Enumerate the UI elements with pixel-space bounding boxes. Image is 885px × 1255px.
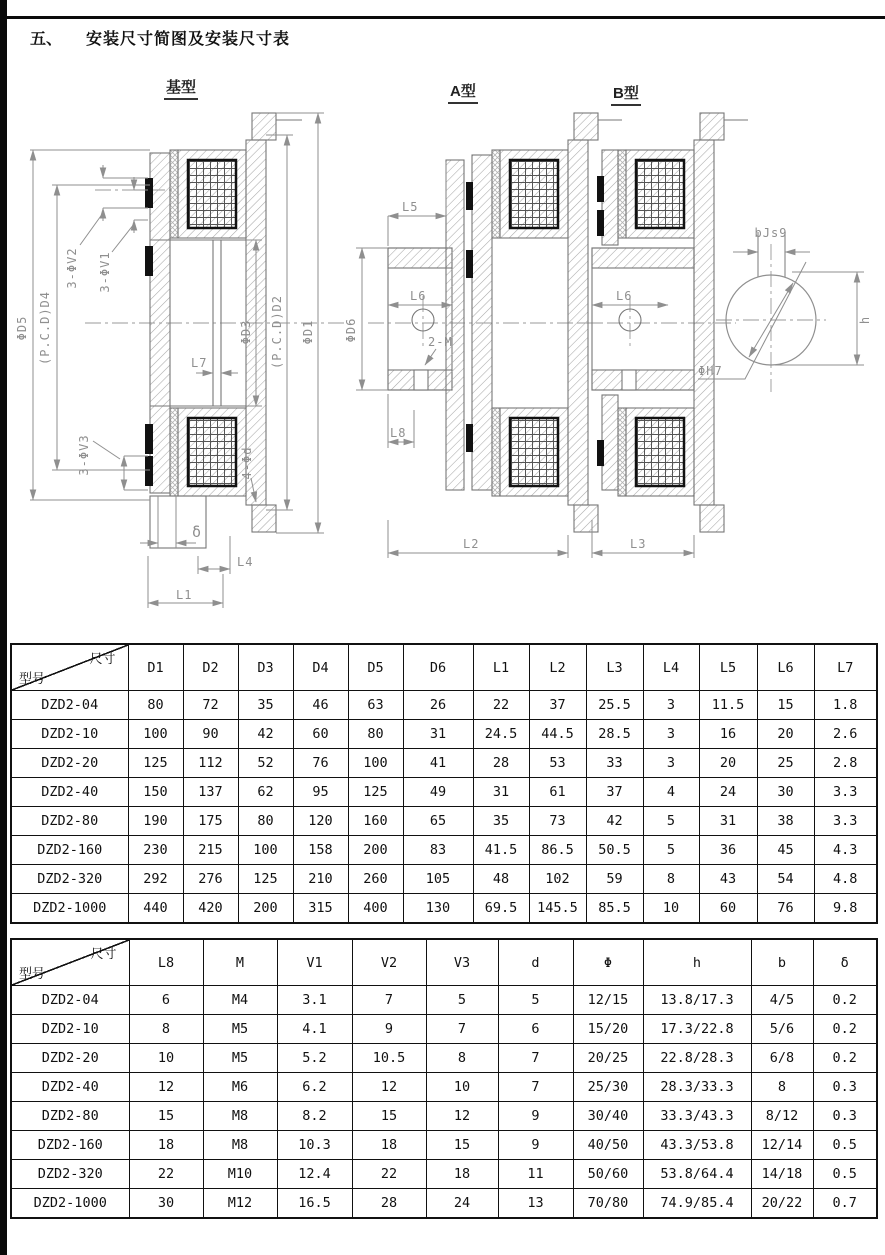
value-cell: 20: [699, 749, 757, 778]
column-header: D6: [403, 644, 473, 691]
value-cell: 16: [699, 720, 757, 749]
value-cell: 30/40: [573, 1102, 643, 1131]
value-cell: 24: [699, 778, 757, 807]
value-cell: 6/8: [751, 1044, 813, 1073]
value-cell: 0.3: [813, 1073, 877, 1102]
column-header: V2: [352, 939, 426, 986]
value-cell: M12: [203, 1189, 277, 1219]
value-cell: 15: [352, 1102, 426, 1131]
column-header: D5: [348, 644, 403, 691]
model-cell: DZD2-40: [11, 1073, 129, 1102]
value-cell: 50.5: [586, 836, 643, 865]
dim-label-l4: L4: [237, 555, 254, 569]
table-row: [11, 1102, 877, 1131]
column-header: D3: [238, 644, 293, 691]
value-cell: 48: [473, 865, 529, 894]
value-cell: 74.9/85.4: [643, 1189, 751, 1219]
value-cell: 10.3: [277, 1131, 352, 1160]
value-cell: 50/60: [573, 1160, 643, 1189]
value-cell: 52: [238, 749, 293, 778]
dim-label-a-l6: L6: [410, 289, 427, 303]
value-cell: 22: [352, 1160, 426, 1189]
value-cell: 5: [498, 986, 573, 1015]
value-cell: 15: [757, 691, 814, 720]
value-cell: 2.6: [814, 720, 877, 749]
dimensions-table-1: [10, 643, 878, 924]
value-cell: 33.3/43.3: [643, 1102, 751, 1131]
value-cell: 7: [498, 1044, 573, 1073]
value-cell: 9: [498, 1102, 573, 1131]
corner-header: [11, 644, 128, 691]
value-cell: 85.5: [586, 894, 643, 924]
value-cell: 22: [473, 691, 529, 720]
value-cell: 0.7: [813, 1189, 877, 1219]
dim-label-l7: L7: [191, 356, 208, 370]
value-cell: 175: [183, 807, 238, 836]
value-cell: 73: [529, 807, 586, 836]
value-cell: 45: [757, 836, 814, 865]
value-cell: 5: [643, 836, 699, 865]
corner-label-size: 尺寸: [89, 651, 116, 666]
value-cell: 10: [426, 1073, 498, 1102]
value-cell: 46: [293, 691, 348, 720]
value-cell: 0.5: [813, 1131, 877, 1160]
value-cell: 6: [129, 986, 203, 1015]
value-cell: 12: [129, 1073, 203, 1102]
value-cell: 276: [183, 865, 238, 894]
value-cell: 8: [426, 1044, 498, 1073]
value-cell: 100: [238, 836, 293, 865]
value-cell: 37: [586, 778, 643, 807]
column-header: d: [498, 939, 573, 986]
value-cell: 18: [426, 1160, 498, 1189]
value-cell: 17.3/22.8: [643, 1015, 751, 1044]
value-cell: 3: [643, 691, 699, 720]
value-cell: 86.5: [529, 836, 586, 865]
value-cell: 9: [352, 1015, 426, 1044]
value-cell: 125: [238, 865, 293, 894]
dim-label-l8: L8: [390, 426, 407, 440]
value-cell: 0.2: [813, 986, 877, 1015]
a-type-section: [388, 113, 622, 532]
table-row: [11, 720, 877, 749]
model-cell: DZD2-04: [11, 691, 128, 720]
drawing-title-base: 基型: [164, 76, 198, 100]
value-cell: 43: [699, 865, 757, 894]
value-cell: 22.8/28.3: [643, 1044, 751, 1073]
value-cell: 41: [403, 749, 473, 778]
value-cell: M8: [203, 1131, 277, 1160]
column-header: b: [751, 939, 813, 986]
value-cell: 0.2: [813, 1044, 877, 1073]
value-cell: 120: [293, 807, 348, 836]
value-cell: 31: [403, 720, 473, 749]
value-cell: 60: [699, 894, 757, 924]
dim-label-b-l6: L6: [616, 289, 633, 303]
model-cell: DZD2-80: [11, 807, 128, 836]
value-cell: 22: [129, 1160, 203, 1189]
value-cell: 40/50: [573, 1131, 643, 1160]
value-cell: 3.3: [814, 778, 877, 807]
value-cell: 25: [757, 749, 814, 778]
table-row: [11, 1131, 877, 1160]
value-cell: 8: [129, 1015, 203, 1044]
table-row: [11, 749, 877, 778]
corner-label-size: 尺寸: [90, 946, 117, 961]
value-cell: 10.5: [352, 1044, 426, 1073]
value-cell: 7: [426, 1015, 498, 1044]
column-header: L7: [814, 644, 877, 691]
column-header: L3: [586, 644, 643, 691]
value-cell: 6: [498, 1015, 573, 1044]
value-cell: 200: [348, 836, 403, 865]
value-cell: 41.5: [473, 836, 529, 865]
dim-label-l2: L2: [463, 537, 480, 551]
value-cell: 80: [128, 691, 183, 720]
b-type-section: [592, 113, 748, 532]
value-cell: 61: [529, 778, 586, 807]
value-cell: 83: [403, 836, 473, 865]
column-header: D1: [128, 644, 183, 691]
dim-label-v2: 3-ΦV2: [65, 247, 79, 289]
value-cell: 150: [128, 778, 183, 807]
value-cell: 0.2: [813, 1015, 877, 1044]
value-cell: 15: [426, 1131, 498, 1160]
value-cell: 315: [293, 894, 348, 924]
model-cell: DZD2-10: [11, 1015, 129, 1044]
value-cell: M8: [203, 1102, 277, 1131]
value-cell: 59: [586, 865, 643, 894]
table-row: [11, 986, 877, 1015]
value-cell: 95: [293, 778, 348, 807]
dim-label-v1: 3-ΦV1: [98, 251, 112, 293]
value-cell: 400: [348, 894, 403, 924]
table-row: [11, 1044, 877, 1073]
dim-label-l3: L3: [630, 537, 647, 551]
table-row: [11, 778, 877, 807]
value-cell: 4.1: [277, 1015, 352, 1044]
value-cell: 53: [529, 749, 586, 778]
dim-label-bjs9: bJs9: [754, 226, 788, 240]
value-cell: 18: [129, 1131, 203, 1160]
value-cell: 36: [699, 836, 757, 865]
value-cell: 76: [293, 749, 348, 778]
value-cell: 18: [352, 1131, 426, 1160]
page-title: 安装尺寸简图及安装尺寸表: [86, 31, 291, 48]
table-row: [11, 1189, 877, 1219]
value-cell: 145.5: [529, 894, 586, 924]
value-cell: 33: [586, 749, 643, 778]
value-cell: 6.2: [277, 1073, 352, 1102]
value-cell: 3: [643, 749, 699, 778]
value-cell: 44.5: [529, 720, 586, 749]
table-row: [11, 836, 877, 865]
value-cell: 3.1: [277, 986, 352, 1015]
dim-label-h: h: [858, 315, 872, 325]
model-cell: DZD2-1000: [11, 894, 128, 924]
value-cell: 4.3: [814, 836, 877, 865]
value-cell: 3.3: [814, 807, 877, 836]
dim-label-v3: 3-ΦV3: [77, 434, 91, 476]
value-cell: 230: [128, 836, 183, 865]
model-cell: DZD2-320: [11, 1160, 129, 1189]
value-cell: 160: [348, 807, 403, 836]
value-cell: 8: [643, 865, 699, 894]
corner-label-model: 型号: [19, 671, 46, 686]
section-number: 五、: [30, 31, 63, 48]
value-cell: 137: [183, 778, 238, 807]
value-cell: 26: [403, 691, 473, 720]
value-cell: 20/22: [751, 1189, 813, 1219]
value-cell: 72: [183, 691, 238, 720]
value-cell: 28: [352, 1189, 426, 1219]
model-cell: DZD2-80: [11, 1102, 129, 1131]
value-cell: 12/14: [751, 1131, 813, 1160]
column-header: Φ: [573, 939, 643, 986]
value-cell: 43.3/53.8: [643, 1131, 751, 1160]
value-cell: 7: [498, 1073, 573, 1102]
dimensions-table-2: [10, 938, 878, 1219]
value-cell: 25.5: [586, 691, 643, 720]
value-cell: 1.8: [814, 691, 877, 720]
value-cell: 10: [643, 894, 699, 924]
value-cell: 80: [348, 720, 403, 749]
column-header: L5: [699, 644, 757, 691]
value-cell: 5: [643, 807, 699, 836]
dim-label-d3: ΦD3: [239, 319, 253, 345]
value-cell: 24.5: [473, 720, 529, 749]
value-cell: 15: [129, 1102, 203, 1131]
table-row: [11, 807, 877, 836]
value-cell: 5.2: [277, 1044, 352, 1073]
value-cell: 28: [473, 749, 529, 778]
value-cell: 15/20: [573, 1015, 643, 1044]
dim-label-l5: L5: [402, 200, 419, 214]
value-cell: 76: [757, 894, 814, 924]
value-cell: 28.3/33.3: [643, 1073, 751, 1102]
value-cell: 12: [426, 1102, 498, 1131]
corner-header: [11, 939, 129, 986]
dim-label-d4: (P.C.D)D4: [38, 290, 52, 366]
value-cell: 11: [498, 1160, 573, 1189]
value-cell: M5: [203, 1015, 277, 1044]
dim-label-4d: 4-Φd: [240, 446, 254, 480]
value-cell: 35: [473, 807, 529, 836]
value-cell: 215: [183, 836, 238, 865]
value-cell: 158: [293, 836, 348, 865]
dim-label-d5: ΦD5: [15, 315, 29, 341]
model-cell: DZD2-160: [11, 836, 128, 865]
column-header: L1: [473, 644, 529, 691]
dim-label-d6: ΦD6: [344, 317, 358, 343]
value-cell: 0.5: [813, 1160, 877, 1189]
dim-label-d1: ΦD1: [301, 319, 315, 345]
dim-label-d2: (P.C.D)D2: [270, 294, 284, 370]
table-row: [11, 865, 877, 894]
column-header: L6: [757, 644, 814, 691]
value-cell: 12: [352, 1073, 426, 1102]
model-cell: DZD2-160: [11, 1131, 129, 1160]
corner-label-model: 型号: [19, 966, 46, 981]
dim-label-2m: 2-M: [428, 335, 453, 349]
value-cell: 62: [238, 778, 293, 807]
value-cell: M5: [203, 1044, 277, 1073]
value-cell: 9.8: [814, 894, 877, 924]
dim-label-phih7: ΦH7: [698, 364, 723, 378]
column-header: δ: [813, 939, 877, 986]
value-cell: 35: [238, 691, 293, 720]
value-cell: 11.5: [699, 691, 757, 720]
value-cell: 42: [586, 807, 643, 836]
value-cell: M10: [203, 1160, 277, 1189]
value-cell: 38: [757, 807, 814, 836]
value-cell: 200: [238, 894, 293, 924]
value-cell: 440: [128, 894, 183, 924]
dim-label-delta: δ: [192, 523, 203, 541]
value-cell: 30: [129, 1189, 203, 1219]
value-cell: 69.5: [473, 894, 529, 924]
value-cell: 5/6: [751, 1015, 813, 1044]
value-cell: M6: [203, 1073, 277, 1102]
value-cell: 13.8/17.3: [643, 986, 751, 1015]
value-cell: 5: [426, 986, 498, 1015]
table-row: [11, 1073, 877, 1102]
value-cell: 420: [183, 894, 238, 924]
value-cell: 292: [128, 865, 183, 894]
table-row: [11, 1015, 877, 1044]
value-cell: 100: [348, 749, 403, 778]
value-cell: 14/18: [751, 1160, 813, 1189]
drawing-title-a: A型: [448, 80, 478, 104]
column-header: D4: [293, 644, 348, 691]
column-header: L8: [129, 939, 203, 986]
value-cell: 130: [403, 894, 473, 924]
value-cell: 70/80: [573, 1189, 643, 1219]
value-cell: 28.5: [586, 720, 643, 749]
column-header: M: [203, 939, 277, 986]
value-cell: 31: [699, 807, 757, 836]
value-cell: 102: [529, 865, 586, 894]
value-cell: 80: [238, 807, 293, 836]
table-row: [11, 894, 877, 924]
model-cell: DZD2-20: [11, 1044, 129, 1073]
value-cell: 90: [183, 720, 238, 749]
column-header: L2: [529, 644, 586, 691]
value-cell: 24: [426, 1189, 498, 1219]
value-cell: 42: [238, 720, 293, 749]
value-cell: 190: [128, 807, 183, 836]
value-cell: 210: [293, 865, 348, 894]
value-cell: 0.3: [813, 1102, 877, 1131]
value-cell: 4/5: [751, 986, 813, 1015]
model-cell: DZD2-20: [11, 749, 128, 778]
model-cell: DZD2-04: [11, 986, 129, 1015]
column-header: V3: [426, 939, 498, 986]
value-cell: 31: [473, 778, 529, 807]
value-cell: 20/25: [573, 1044, 643, 1073]
value-cell: 37: [529, 691, 586, 720]
drawing-title-b: B型: [611, 82, 641, 106]
value-cell: 8/12: [751, 1102, 813, 1131]
value-cell: 9: [498, 1131, 573, 1160]
model-cell: DZD2-1000: [11, 1189, 129, 1219]
value-cell: 60: [293, 720, 348, 749]
model-cell: DZD2-10: [11, 720, 128, 749]
model-cell: DZD2-40: [11, 778, 128, 807]
value-cell: 105: [403, 865, 473, 894]
value-cell: 100: [128, 720, 183, 749]
value-cell: 63: [348, 691, 403, 720]
value-cell: 8.2: [277, 1102, 352, 1131]
value-cell: M4: [203, 986, 277, 1015]
value-cell: 25/30: [573, 1073, 643, 1102]
value-cell: 54: [757, 865, 814, 894]
value-cell: 53.8/64.4: [643, 1160, 751, 1189]
value-cell: 125: [348, 778, 403, 807]
value-cell: 13: [498, 1189, 573, 1219]
column-header: h: [643, 939, 751, 986]
value-cell: 3: [643, 720, 699, 749]
dim-label-l1: L1: [176, 588, 193, 602]
value-cell: 125: [128, 749, 183, 778]
value-cell: 10: [129, 1044, 203, 1073]
value-cell: 49: [403, 778, 473, 807]
value-cell: 4.8: [814, 865, 877, 894]
column-header: D2: [183, 644, 238, 691]
value-cell: 12/15: [573, 986, 643, 1015]
value-cell: 112: [183, 749, 238, 778]
value-cell: 8: [751, 1073, 813, 1102]
model-cell: DZD2-320: [11, 865, 128, 894]
table-row: [11, 691, 877, 720]
table-row: [11, 1160, 877, 1189]
value-cell: 4: [643, 778, 699, 807]
value-cell: 7: [352, 986, 426, 1015]
column-header: V1: [277, 939, 352, 986]
value-cell: 12.4: [277, 1160, 352, 1189]
value-cell: 16.5: [277, 1189, 352, 1219]
value-cell: 260: [348, 865, 403, 894]
value-cell: 30: [757, 778, 814, 807]
value-cell: 20: [757, 720, 814, 749]
column-header: L4: [643, 644, 699, 691]
value-cell: 65: [403, 807, 473, 836]
value-cell: 2.8: [814, 749, 877, 778]
